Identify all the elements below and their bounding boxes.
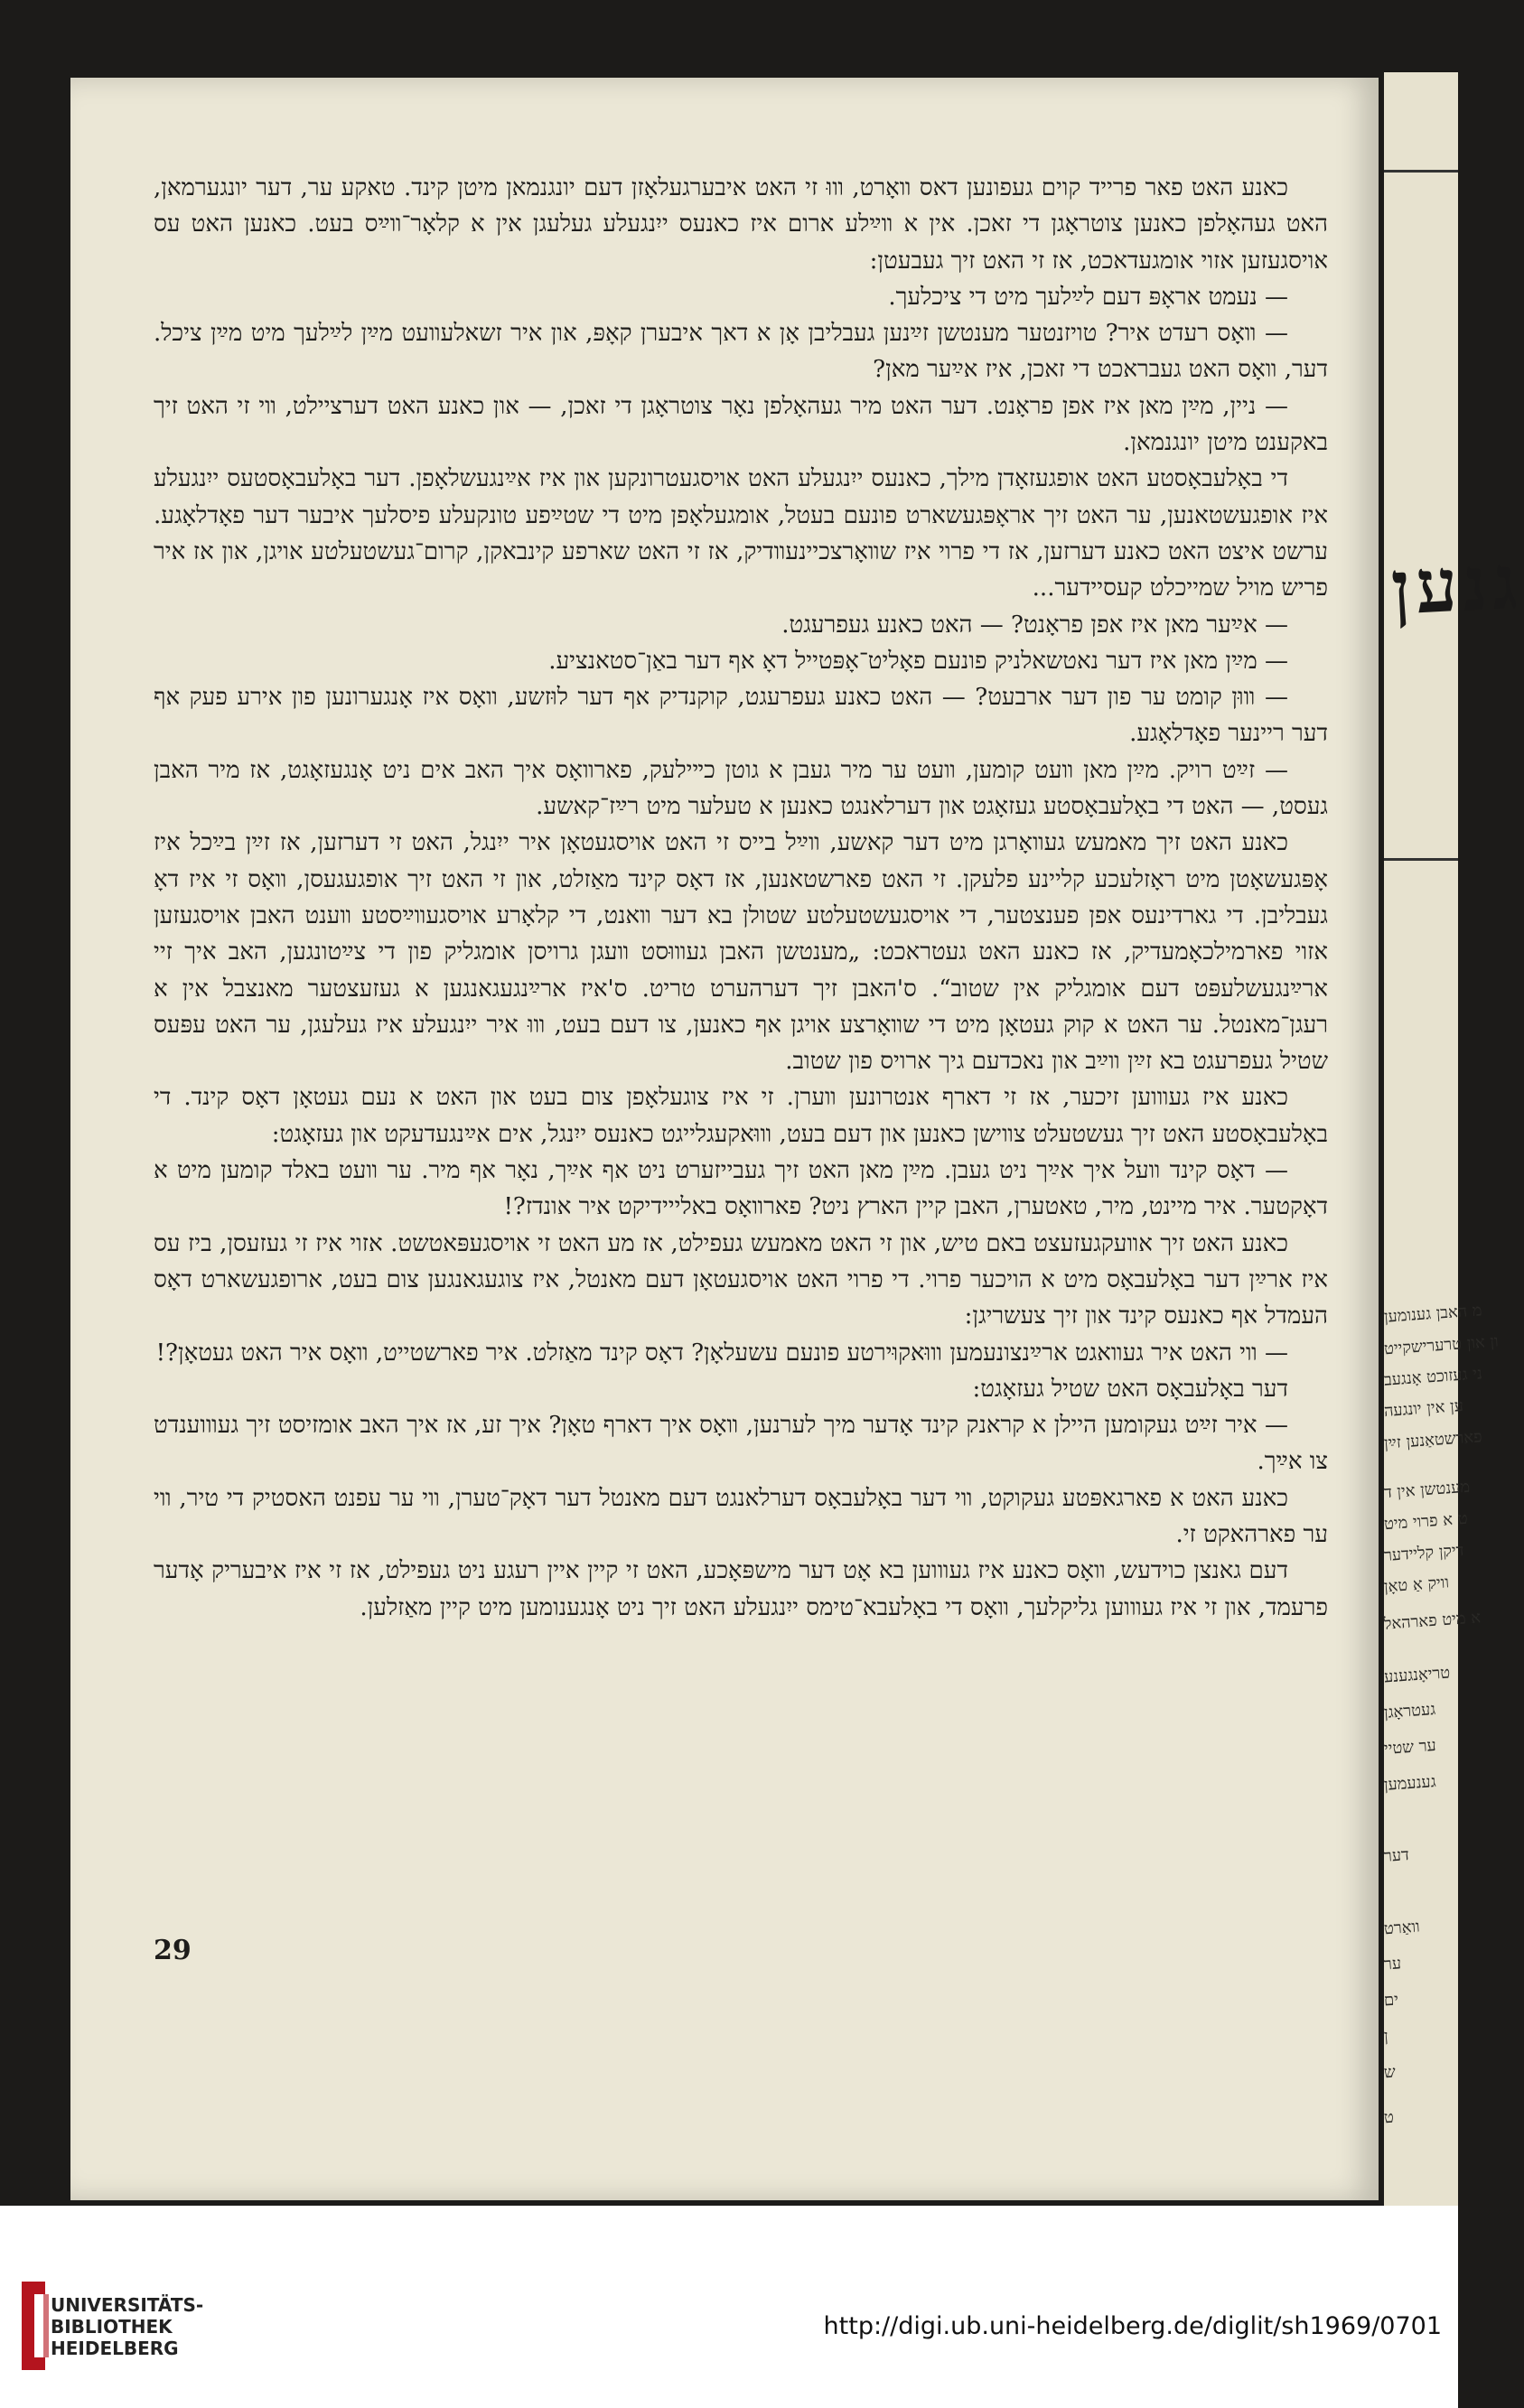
paragraph: כאנע האט א פארגאפּטע געקוקט, װי דער באָלעבאָס דערלאנגט דעם מאנטל דער דאָק־טערן, װי ער עפנט האסטיק די טיר, װי ער פארהאקט זי. xyxy=(154,1484,1328,1548)
paragraph: — מײַן מאן איז דער נאטשאלניק פונעם פאָליט־אָפּטייל דאָ אף דער באַן־סטאנציע. xyxy=(548,647,1288,675)
paragraph: דעם גאנצן כוידעש, װאָס כאנע איז געװוען בא אָט דער מישפּאָכע, האט זי קיין איין רעגע ניט געפילט, אז זי איז איבעריק אָדער פרעמד, און זי איז געװוען גליקלעך, װאָס די באָלעבא־טימס ייִנגעלע האט זיך ניט אָנגענומען מיט קיין מאַזלען. xyxy=(154,1557,1328,1621)
facing-page-fragment: געטראָגן xyxy=(1383,1700,1436,1722)
paragraph: כאנע האט זיך אװעקגעזעצט באם טיש, און זי האט מאמעש געפילט, אז מע האט זי אויסגעפּאטשט. אזוי איז זי געזעסן, ביז עס איז ארײַן דער באָלעבאָס מיט א הויכער פרוי. די פרוי האט אויסגעטאָן דעם מאנטל, איז צוגעגאנגען צום בעט, ארופגעשארט דאָס העמדל אף כאנעס קינד און זיך צעשריגן: xyxy=(154,1229,1328,1330)
page-number: 29 xyxy=(154,1935,192,1966)
facing-page-fragment: ען אין יונגעה xyxy=(1383,1395,1464,1422)
logo-line: BIBLIOTHEK xyxy=(51,2316,173,2338)
facing-page-fragment: ט א פרוי מיט xyxy=(1383,1508,1469,1535)
facing-page-fragment: וויק אַ טאָן xyxy=(1383,1573,1450,1597)
logo-line: HEIDELBERG xyxy=(51,2338,179,2359)
paragraph: כאנע האט פאר פרייד קוים געפונען דאס װאָרט, װוּ זי האט איבערגעלאָזן דעם יונגנמאן מיטן קינד. טאקע ער, דער יונגערמאן, האט געהאָלפן כאנען צוטראָגן די זאכן. אין א װײַלע ארום איז כאנעס ייִנגעלע געלעגן אין א קלאָר־װײַס בעט. כאנען האט עס אויסגעזען אזוי אומגעדאכט, אז זי האט זיך געבעטן: xyxy=(154,174,1328,275)
paragraph: — דאָס קינד װעל איך אײַך ניט געבן. מײַן מאן האט זיך געבייזערט ניט אף אײַך, נאָר אף מיר. ער װעט באלד קומען מיט א דאָקטער. איר מיינט, מיר, טאטערן, האבן קיין הארץ ניט? פארװאָס באלייידיקט איר אונדז?! xyxy=(154,1157,1328,1221)
facing-page-fragment: טריאָנגענע xyxy=(1383,1663,1451,1687)
paragraph: — אײַער מאן איז אפן פראָנט? — האט כאנע געפרעגט. xyxy=(781,611,1288,639)
facing-page-edge xyxy=(1383,72,1524,2213)
body-text xyxy=(154,170,1328,1626)
facing-page-fragment: דיקן קליידער xyxy=(1383,1540,1465,1566)
paragraph: — ניין, מײַן מאן איז אפן פראָנט. דער האט מיר געהאָלפן נאָר צוטראָגן די זאכן, — און כאנע האט דערציילט, װי זי האט זיך באקענט מיטן יונגנמאן. xyxy=(154,392,1328,457)
paragraph: דער באָלעבאָס האט שטיל געזאָגט: xyxy=(972,1375,1288,1403)
paragraph: כאנע איז געװוען זיכער, אז זי דארף אנטרונען װערן. זי איז צוגעלאָפן צום בעט און האט א נעם געטאָן דאָס קינד. די באָלעבאָסטע האט זיך געשטעלט צװישן כאנען און דעם בעט, װוּאקעגלייגט כאנעס ייִנגל, אים אײַנגעדעקט און געזאָגט: xyxy=(154,1084,1328,1148)
paragraph: כאנע האט זיך מאמעש געװאָרגן מיט דער קאשע, װײַל בייס זי האט אויסגעטאָן איר ייִנגל, האט זי דערזען, אז זײַן בײַכל איז אָפּגעשאָטן מיט ראָזלעכע קליינע פלעקן. זי האט פארשטאנען, אז דאָס קינד מאַזלט, און זי האט זיך אופגעגעסן, װאָס זי איז דאָ געבליבן. די גארדינעס אפן פענצטער, די אויסגעשטעלטע שטולן בא דער װאנט, די קלאָרע אויסגעװײַסטע װענט האבן אויסגעזען אזוי פארמילכאָמעדיק, אז כאנע האט געטראכט: „מענטשן האבן געװוּסט װעגן גרויסן אומגליק פון די צײַטונגען, האב איך זיי ארײַנגעשלעפּט דעם אומגליק אין שטוב“. ס'האבן זיך דערהערט טריט. ס'איז ארײַנגעגאנגען א געזעצטער מאנצבל אין א רעגן־מאנטל. ער האט א קוק געטאָן מיט די שװאָרצע אויגן אף כאנען, צו דעם בעט, װוּ איר ייִנגעלע איז געלעגן, ער האט עפּעס שטיל געפרעגט בא זײַן װײַב און נאכדעם גיך ארויס פון שטוב. xyxy=(154,829,1328,1076)
facing-page-fragment: ון און טרערישקייט xyxy=(1383,1331,1500,1359)
facing-page-fragment: ים xyxy=(1383,1990,1399,2011)
facing-page-fragment: גענעמען xyxy=(1383,1772,1437,1795)
paragraph: — װאָס רעדט איר? טויזנטער מענטשן זײַנען געבליבן אָן א דאך איבערן קאָפּ, און איר זשאלעװעט מײַן לײַלעך מיט מײַן ציכל. דער, װאָס האט געבראכט די זאכן, איז אײַער מאן? xyxy=(154,320,1328,384)
facing-page-fragment: דער xyxy=(1383,1845,1410,1866)
facing-page-fragment: מענטשן אין ד xyxy=(1383,1477,1471,1503)
facing-page-rule xyxy=(1384,858,1458,861)
facing-page-fragment: ער xyxy=(1383,1954,1402,1974)
facing-page-fragment: א מיט פארהאל xyxy=(1383,1608,1482,1634)
logo-line: UNIVERSITÄTS- xyxy=(51,2294,204,2316)
footer-bar xyxy=(0,2206,1458,2408)
paragraph: די באָלעבאָסטע האט אופגעזאָדן מילך, כאנעס ייִנגעלע האט אויסגעטרונקען און איז אײַנגעשלאָפן. דער באָלעבאָסטעס ייִנגעלע איז אופגעשטאנען, ער האט זיך אראָפּגעשארט פונעם בעטל, אומגעלאָפן מיט די שטײַפע טונקעלע פיסלעך איבער דער פאָדלאָגע. ערשט איצט האט כאנע דערזען, אז די פרוי איז שװאָרצכיינעװדיק, אז זי האט שארפע קינבאקן, קרום־געשטעלטע אויגן, און אז איר פריש מויל שמייכלט קעסיידער... xyxy=(154,465,1328,602)
paragraph: — נעמט אראָפּ דעם לײַלעך מיט די ציכלעך. xyxy=(888,283,1288,311)
facing-page-fragment: ט xyxy=(1383,2107,1395,2128)
facing-page-fragment: וואַרט xyxy=(1383,1917,1421,1939)
logo-text xyxy=(51,2294,203,2359)
facing-page-fragment: ער שטיי xyxy=(1383,1736,1437,1759)
facing-page-fragment: פארשטאַנען זײַן xyxy=(1383,1427,1483,1453)
facing-page-fragment: ש xyxy=(1383,2062,1397,2083)
facing-page-fragment: ני געזוכט אָנגעב xyxy=(1383,1364,1483,1390)
facing-page-fragment: ן xyxy=(1383,2026,1389,2047)
facing-page-fragment: מ האבן גענומען xyxy=(1383,1301,1483,1327)
paragraph: — זײַט רויק. מײַן מאן װעט קומען, װעט ער מיר געבן א גוטן כײילעק, פארװאָס איך האב אים ניט אָנגעזאָגט, אז מיר האבן געסט, — האט די באָלעבאָסטע געזאָגט און דערלאנגט כאנען א טעלער מיט רײַז־קאשע. xyxy=(154,756,1328,821)
source-url-link[interactable]: http://digi.ub.uni-heidelberg.de/diglit/sh1969/0701 xyxy=(823,2312,1442,2340)
facing-page-heading-fragment: גנען xyxy=(1388,538,1524,632)
paragraph: — װי האט איר געװאגט ארײַנצונעמען װוּאקוּירטע פונעם עשעלאָן? דאָס קינד מאַזלט. איר פארשטייט, װאָס איר האט געטאָן?! xyxy=(155,1339,1288,1367)
facing-page-rule xyxy=(1384,170,1458,173)
paragraph: — איר זײַט געקומען היילן א קראנק קינד אָדער מיך לערנען, װאָס איך דארף טאָן? איך זע, אז איך האב אומזיסט זיך געװוענדט צו אײַך. xyxy=(154,1412,1328,1476)
paragraph: — װוּן קומט ער פון דער ארבעט? — האט כאנע געפרעגט, קוקנדיק אף דער לוּזשע, װאָס איז אָנגערונען פון אירע פעק אף דער ריינער פאָדלאָגע. xyxy=(154,684,1328,748)
